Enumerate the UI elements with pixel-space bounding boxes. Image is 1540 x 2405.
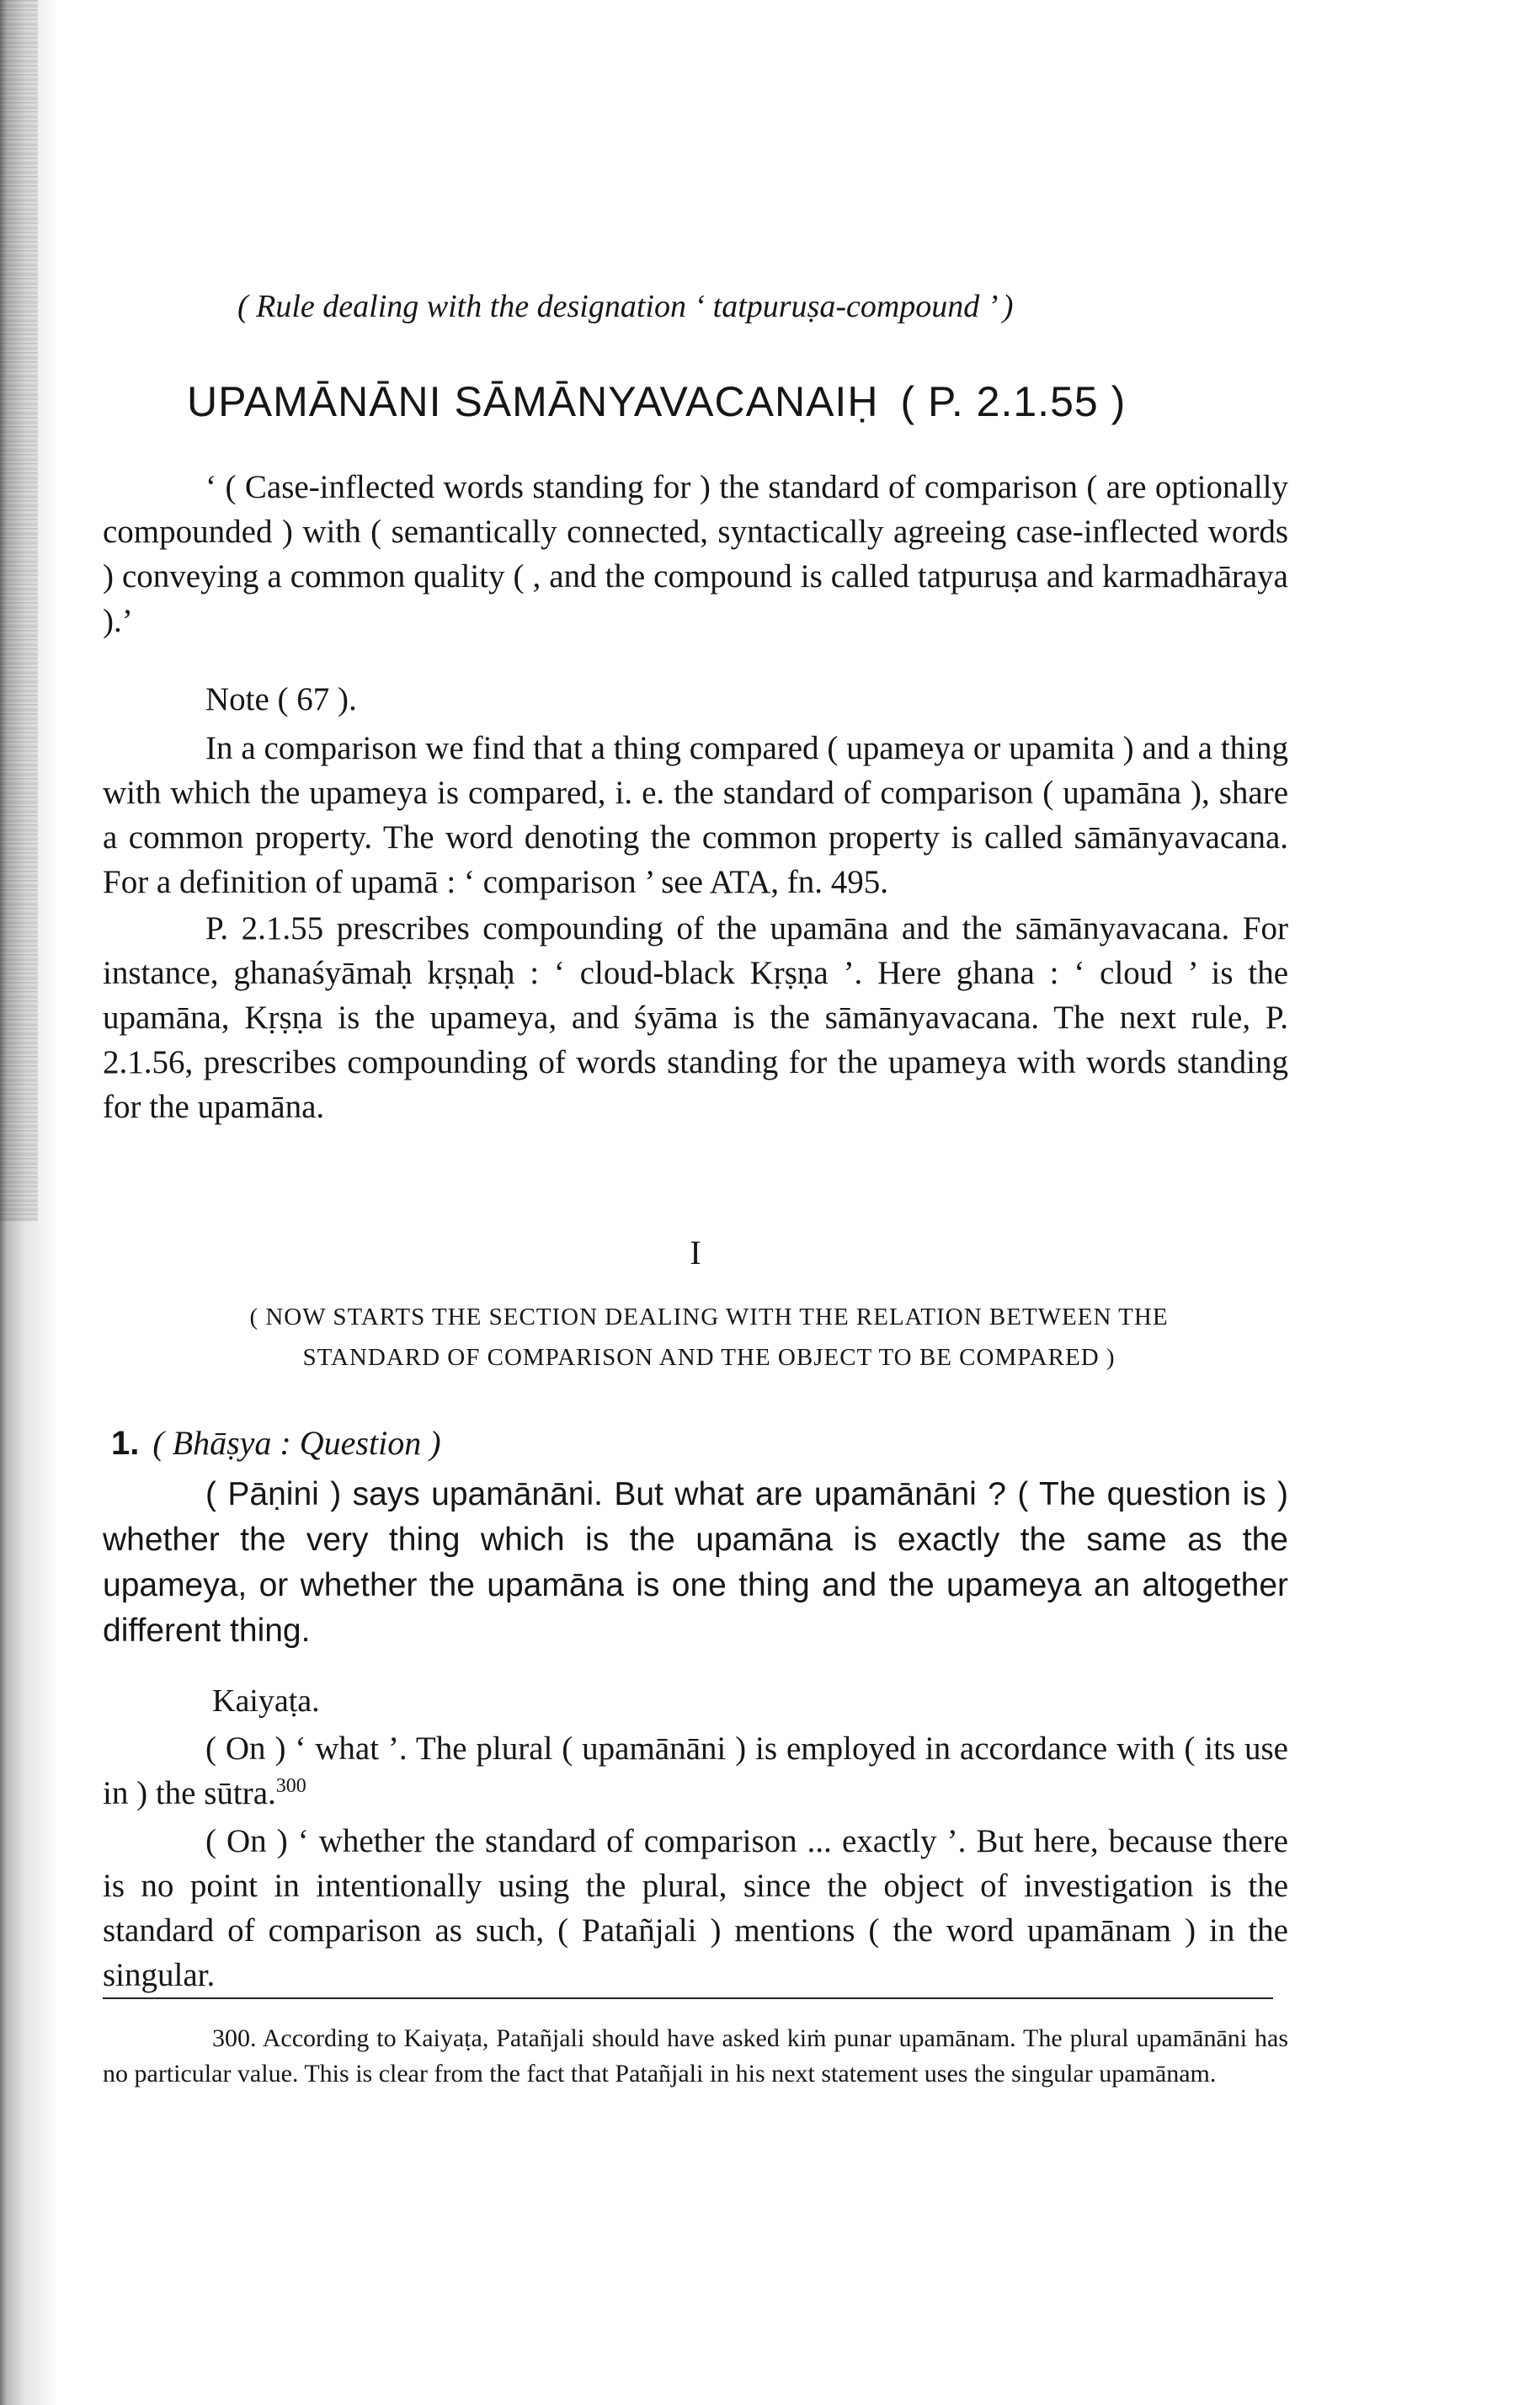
section-heading-line-2: STANDARD OF COMPARISON AND THE OBJECT TO BE COMPARED ) xyxy=(302,1344,1116,1371)
kaiyata-paragraph-2: ( On ) ‘ whether the standard of comparison ... exactly ’. But here, because there is no point in intentionally using the plural, since the object of investigation is the standard of comparison as such, ( Patañjali ) mentions ( the word upamānam ) in the singular. xyxy=(103,1823,1288,1993)
rule-translation: ‘ ( Case-inflected words standing for ) the standard of comparison ( are optionally compounded ) with ( semantically connected, syntactically agreeing case-inflected words ) conveying a common quality ( , and the compound is called tatpuruṣa and karmadhāraya ).’ xyxy=(103,469,1288,639)
passage-number: 1. xyxy=(111,1425,140,1462)
footnote-divider xyxy=(103,1997,1273,1999)
kaiyata-paragraph-1 xyxy=(103,1726,1288,1816)
note-paragraph-1: In a comparison we find that a thing compared ( upameya or upamita ) and a thing with which the upameya is compared, i. e. the standard of comparison ( upamāna ), share a common property. The word denoting the common property is called sāmānyavacana. For a definition of upamā : ‘ comparison ’ see ATA, fn. 495. xyxy=(103,730,1288,900)
rule-heading xyxy=(187,377,1298,426)
note-paragraph-2: P. 2.1.55 prescribes compounding of the upamāna and the sāmānyavacana. For instance, ghanaśyāmaḥ kṛṣṇaḥ : ‘ cloud-black Kṛṣṇa ’. Here ghana : ‘ cloud ’ is the upamāna, Kṛṣṇa is the upameya, and śyāma is the sāmānyavacana. The next rule, P. 2.1.56, prescribes compounding of words standing for the upameya with words standing for the upamāna. xyxy=(103,910,1288,1125)
bhasya-question-text: ( Pāṇini ) says upamānāni. But what are upamānāni ? ( The question is ) whether the very thing which is the upamāna is exactly the same as the upameya, or whether the upamāna is one thing and the upameya an altogether different thing. xyxy=(103,1476,1288,1649)
kaiyata-body xyxy=(103,1726,1288,1997)
footnote xyxy=(103,2021,1288,2092)
rule-title: UPAMĀNĀNI SĀMĀNYAVACANAIḤ xyxy=(187,378,879,425)
footnote-text: According to Kaiyaṭa, Patañjali should have asked kiṁ punar upamānam. The plural upamānāni has no particular value. This is clear from the fact that Patañjali in his next statement uses the singular upamānam. xyxy=(103,2024,1288,2088)
translation-block xyxy=(103,465,1288,643)
footnote-number: 300. xyxy=(212,2024,257,2052)
passage-source: ( Bhāṣya : Question ) xyxy=(152,1424,441,1462)
section-heading xyxy=(136,1297,1282,1378)
kaiyata-heading: Kaiyaṭa. xyxy=(212,1683,320,1719)
passage-label xyxy=(111,1423,441,1463)
footnote-reference-mark: 300 xyxy=(275,1775,306,1797)
note-heading: Note ( 67 ). xyxy=(205,681,357,717)
scan-shadow-edge xyxy=(0,0,59,2405)
kaiyata-paragraph-1-text: ( On ) ‘ what ’. The plural ( upamānāni ) is employed in accordance with ( its use in ) the sūtra. xyxy=(103,1730,1288,1811)
section-numeral: I xyxy=(690,1234,701,1272)
rule-reference: ( P. 2.1.55 ) xyxy=(900,378,1127,425)
rule-caption: ( Rule dealing with the designation ‘ tatpuruṣa-compound ’ ) xyxy=(237,289,1014,324)
note-body xyxy=(103,726,1288,1129)
section-heading-line-1: ( NOW STARTS THE SECTION DEALING WITH THE RELATION BETWEEN THE xyxy=(249,1304,1169,1330)
